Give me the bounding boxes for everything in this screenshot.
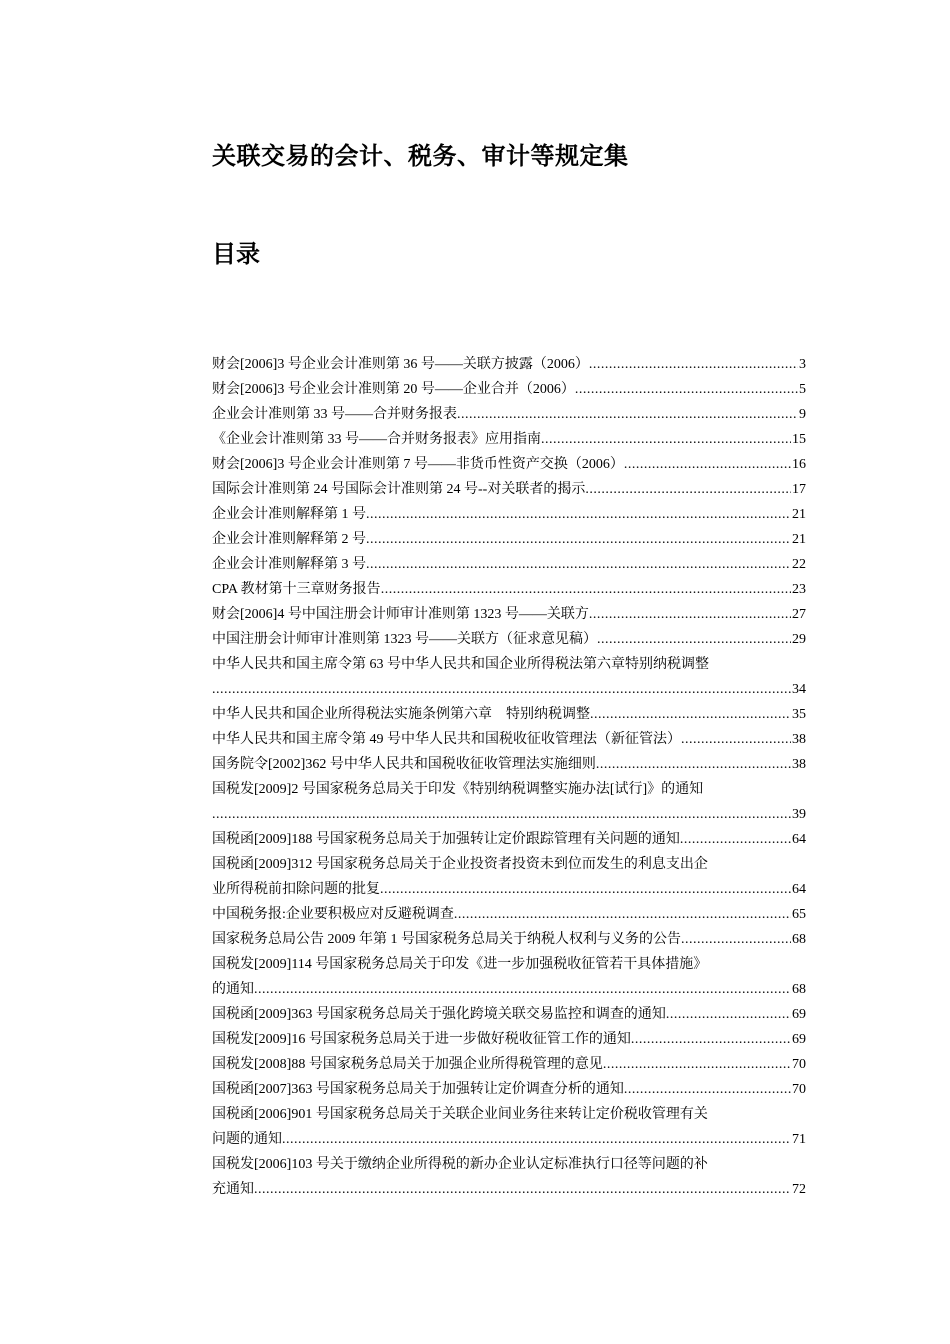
- toc-leader-dots: [366, 527, 791, 552]
- toc-entry[interactable]: [212, 1102, 806, 1152]
- toc-entry-title: 国税发[2009]2 号国家税务总局关于印发《特别纳税调整实施办法[试行]》的通知: [212, 782, 704, 797]
- toc-page-number: 23: [792, 582, 806, 597]
- toc-page-number: 27: [792, 607, 806, 622]
- toc-entry[interactable]: [212, 852, 806, 902]
- toc-leader-dots: [212, 802, 791, 827]
- toc-leader-dots: [603, 1052, 791, 1077]
- toc-leader-dots: [681, 927, 791, 952]
- toc-page-number: 35: [792, 707, 806, 722]
- toc-entry[interactable]: [212, 752, 806, 777]
- toc-entry[interactable]: [212, 377, 806, 402]
- toc-entry[interactable]: [212, 727, 806, 752]
- toc-leader-dots: [282, 1127, 791, 1152]
- toc-entry-title: 国税发[2006]103 号关于缴纳企业所得税的新办企业认定标准执行口径等问题的补: [212, 1157, 708, 1172]
- toc-entry[interactable]: [212, 652, 806, 702]
- toc-entry[interactable]: [212, 1152, 806, 1202]
- document-title: 关联交易的会计、税务、审计等规定集: [212, 141, 629, 170]
- toc-page-number: 68: [792, 932, 806, 947]
- toc-entry-title: 企业会计准则解释第 3 号: [212, 557, 366, 572]
- toc-entry[interactable]: [212, 427, 806, 452]
- toc-entry-title-continued: 问题的通知: [212, 1132, 282, 1147]
- toc-page-number: 64: [792, 832, 806, 847]
- toc-entry[interactable]: [212, 602, 806, 627]
- toc-leader-dots: [597, 627, 791, 652]
- toc-page-number: 69: [792, 1007, 806, 1022]
- toc-entry-title-continued: 充通知: [212, 1182, 254, 1197]
- toc-leader-dots: [631, 1027, 791, 1052]
- toc-page-number: 16: [792, 457, 806, 472]
- toc-page-number: 68: [792, 982, 806, 997]
- toc-leader-dots: [681, 727, 791, 752]
- toc-entry[interactable]: [212, 577, 806, 602]
- toc-entry-title: 中国税务报:企业要积极应对反避税调查: [212, 907, 454, 922]
- toc-entry[interactable]: [212, 1052, 806, 1077]
- toc-entry-title: 国税函[2009]188 号国家税务总局关于加强转让定价跟踪管理有关问题的通知: [212, 832, 680, 847]
- toc-entry-title: 《企业会计准则第 33 号——合并财务报表》应用指南: [212, 432, 541, 447]
- toc-page-number: 17: [792, 482, 806, 497]
- toc-entry-title-continued: 业所得税前扣除问题的批复: [212, 882, 380, 897]
- toc-leader-dots: [590, 702, 791, 727]
- toc-page-number: 69: [792, 1032, 806, 1047]
- toc-entry-title: 国家税务总局公告 2009 年第 1 号国家税务总局关于纳税人权利与义务的公告: [212, 932, 681, 947]
- toc-entry-title: CPA 教材第十三章财务报告: [212, 582, 381, 597]
- toc-entry[interactable]: [212, 827, 806, 852]
- toc-entry[interactable]: [212, 1027, 806, 1052]
- toc-entry-title: 企业会计准则第 33 号——合并财务报表: [212, 407, 457, 422]
- toc-entry[interactable]: [212, 552, 806, 577]
- toc-page-number: 34: [792, 682, 806, 697]
- toc-entry-title: 国际会计准则第 24 号国际会计准则第 24 号--对关联者的揭示: [212, 482, 586, 497]
- toc-leader-dots: [454, 902, 791, 927]
- toc-entry-title: 国税发[2009]16 号国家税务总局关于进一步做好税收征管工作的通知: [212, 1032, 631, 1047]
- toc-entry-title: 中国注册会计师审计准则第 1323 号——关联方（征求意见稿）: [212, 632, 597, 647]
- toc-page-number: 70: [792, 1082, 806, 1097]
- toc-leader-dots: [624, 1077, 791, 1102]
- toc-entry-title: 企业会计准则解释第 2 号: [212, 532, 366, 547]
- toc-entry[interactable]: [212, 702, 806, 727]
- toc-page-number: 64: [792, 882, 806, 897]
- toc-page-number: 9: [799, 407, 806, 422]
- toc-leader-dots: [541, 427, 791, 452]
- toc-leader-dots: [666, 1002, 791, 1027]
- toc-page-number: 38: [792, 732, 806, 747]
- toc-page-number: 65: [792, 907, 806, 922]
- toc-leader-dots: [624, 452, 791, 477]
- toc-entry[interactable]: [212, 627, 806, 652]
- toc-page-number: 71: [792, 1132, 806, 1147]
- toc-entry-title: 财会[2006]3 号企业会计准则第 36 号——关联方披露（2006）: [212, 357, 589, 372]
- toc-entry[interactable]: [212, 952, 806, 1002]
- toc-entry[interactable]: [212, 352, 806, 377]
- toc-leader-dots: [380, 877, 791, 902]
- toc-leader-dots: [680, 827, 791, 852]
- toc-entry[interactable]: [212, 1077, 806, 1102]
- toc-entry-title: 国税函[2009]363 号国家税务总局关于强化跨境关联交易监控和调查的通知: [212, 1007, 666, 1022]
- toc-page-number: 22: [792, 557, 806, 572]
- toc-heading: 目录: [212, 239, 260, 268]
- toc-page-number: 15: [792, 432, 806, 447]
- toc-entry[interactable]: [212, 927, 806, 952]
- toc-entry-title: 国务院令[2002]362 号中华人民共和国税收征收管理法实施细则: [212, 757, 596, 772]
- toc-leader-dots: [366, 552, 791, 577]
- toc-entry[interactable]: [212, 502, 806, 527]
- toc-page-number: 29: [792, 632, 806, 647]
- toc-leader-dots: [589, 602, 791, 627]
- toc-entry-title: 国税函[2009]312 号国家税务总局关于企业投资者投资未到位而发生的利息支出企: [212, 857, 708, 872]
- toc-page-number: 72: [792, 1182, 806, 1197]
- toc-entry-title: 中华人民共和国主席令第 49 号中华人民共和国税收征收管理法（新征管法）: [212, 732, 681, 747]
- toc-entry-title: 国税函[2006]901 号国家税务总局关于关联企业间业务往来转让定价税收管理有关: [212, 1107, 708, 1122]
- toc-entry-title-continued: 的通知: [212, 982, 254, 997]
- table-of-contents: [212, 352, 806, 1202]
- toc-entry-title: 财会[2006]4 号中国注册会计师审计准则第 1323 号——关联方: [212, 607, 589, 622]
- toc-page-number: 3: [799, 357, 806, 372]
- toc-entry[interactable]: [212, 902, 806, 927]
- toc-entry[interactable]: [212, 452, 806, 477]
- toc-entry-title: 财会[2006]3 号企业会计准则第 7 号——非货币性资产交换（2006）: [212, 457, 624, 472]
- toc-entry-title: 国税发[2008]88 号国家税务总局关于加强企业所得税管理的意见: [212, 1057, 603, 1072]
- toc-leader-dots: [589, 352, 798, 377]
- toc-leader-dots: [381, 577, 791, 602]
- toc-entry[interactable]: [212, 777, 806, 827]
- toc-leader-dots: [254, 977, 791, 1002]
- toc-leader-dots: [366, 502, 791, 527]
- toc-page-number: 5: [799, 382, 806, 397]
- toc-leader-dots: [596, 752, 791, 777]
- toc-entry[interactable]: [212, 402, 806, 427]
- toc-entry-title: 企业会计准则解释第 1 号: [212, 507, 366, 522]
- toc-entry-title: 财会[2006]3 号企业会计准则第 20 号——企业合并（2006）: [212, 382, 575, 397]
- toc-page-number: 39: [792, 807, 806, 822]
- toc-leader-dots: [575, 377, 798, 402]
- toc-entry-title: 中华人民共和国主席令第 63 号中华人民共和国企业所得税法第六章特别纳税调整: [212, 657, 709, 672]
- toc-leader-dots: [254, 1177, 791, 1202]
- toc-entry[interactable]: [212, 477, 806, 502]
- toc-leader-dots: [585, 477, 791, 502]
- toc-page-number: 21: [792, 507, 806, 522]
- toc-leader-dots: [457, 402, 798, 427]
- toc-entry[interactable]: [212, 1002, 806, 1027]
- toc-page-number: 70: [792, 1057, 806, 1072]
- toc-entry-title: 国税发[2009]114 号国家税务总局关于印发《进一步加强税收征管若干具体措施》: [212, 957, 708, 972]
- toc-entry-title: 中华人民共和国企业所得税法实施条例第六章 特别纳税调整: [212, 707, 590, 722]
- toc-leader-dots: [212, 677, 791, 702]
- toc-page-number: 38: [792, 757, 806, 772]
- toc-page-number: 21: [792, 532, 806, 547]
- toc-entry-title: 国税函[2007]363 号国家税务总局关于加强转让定价调查分析的通知: [212, 1082, 624, 1097]
- toc-entry[interactable]: [212, 527, 806, 552]
